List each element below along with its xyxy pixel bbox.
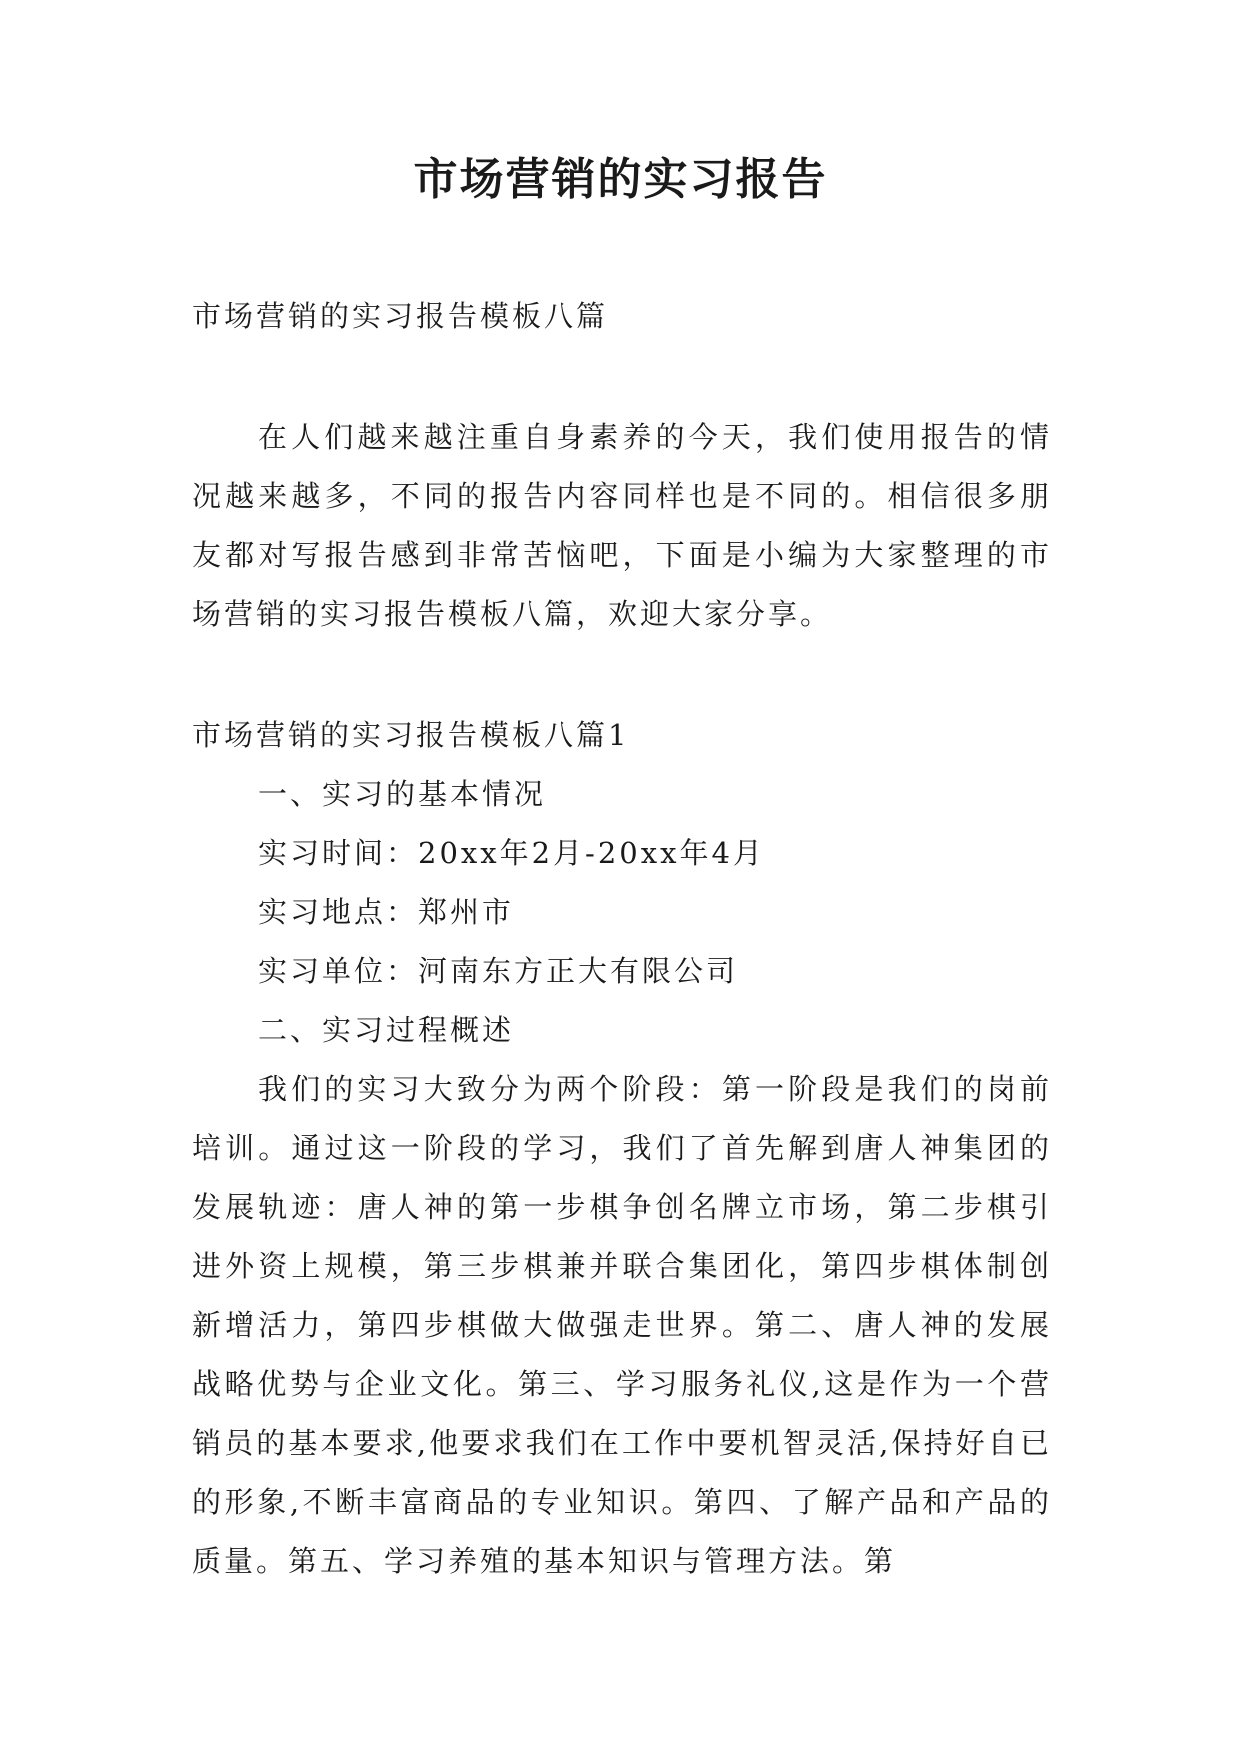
part-1-title: 一、实习的基本情况: [258, 777, 547, 811]
internship-location: 实习地点：郑州市: [258, 895, 515, 929]
internship-unit: 实习单位：河南东方正大有限公司: [258, 954, 739, 988]
document-subtitle: 市场营销的实习报告模板八篇: [192, 299, 609, 333]
section-1: [192, 706, 1052, 1591]
part-2-title: 二、实习过程概述: [258, 1013, 515, 1047]
section-1-heading: 市场营销的实习报告模板八篇1: [192, 718, 630, 752]
process-paragraph: 我们的实习大致分为两个阶段：第一阶段是我们的岗前培训。通过这一阶段的学习，我们了首先解到唐人神集团的发展轨迹：唐人神的第一步棋争创名牌立市场，第二步棋引进外资上规模，第三步棋兼并联合集团化，第四步棋体制创新增活力，第四步棋做大做强走世界。第二、唐人神的发展战略优势与企业文化。第三、学习服务礼仪,这是作为一个营销员的基本要求,他要求我们在工作中要机智灵活,保持好自已的形象,不断丰富商品的专业知识。第四、了解产品和产品的质量。第五、学习养殖的基本知识与管理方法。第: [192, 1072, 1052, 1578]
internship-time: 实习时间：20xx年2月-20xx年4月: [258, 836, 765, 870]
intro-paragraph: 在人们越来越注重自身素养的今天，我们使用报告的情况越来越多，不同的报告内容同样也是不同的。相信很多朋友都对写报告感到非常苦恼吧，下面是小编为大家整理的市场营销的实习报告模板八篇，欢迎大家分享。: [192, 420, 1052, 631]
document-title: 市场营销的实习报告: [413, 154, 828, 205]
